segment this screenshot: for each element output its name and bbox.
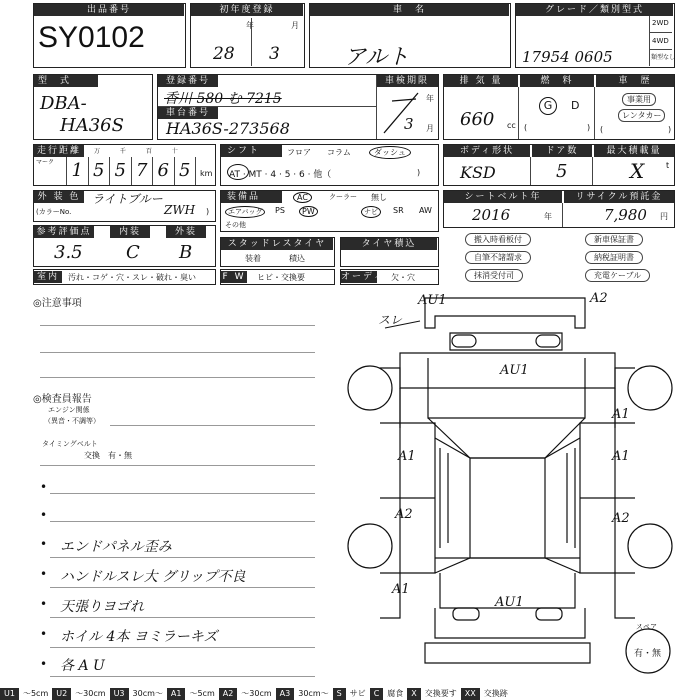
car-name-box bbox=[309, 3, 511, 68]
recycle-label: リサイクル預託金 bbox=[564, 191, 674, 203]
legend-code: A3 bbox=[276, 688, 295, 700]
tire-load-box bbox=[340, 237, 439, 267]
score-box bbox=[33, 225, 216, 267]
model-box bbox=[33, 74, 153, 140]
mileage-digit: 7 bbox=[131, 157, 153, 185]
note-item: エンドパネル歪み bbox=[60, 539, 172, 555]
doors-label: ドア数 bbox=[532, 145, 592, 157]
usage-label: 車 歴 bbox=[596, 75, 674, 87]
inspection-year-unit: 年 bbox=[426, 94, 434, 103]
grade-box bbox=[515, 3, 675, 68]
lot-number-label: 出品番号 bbox=[34, 4, 184, 16]
damage-mark: A1 bbox=[612, 449, 630, 464]
reg-year: 28 bbox=[213, 44, 235, 64]
shift-dash: ダッシュ bbox=[369, 146, 411, 159]
shift-box: シフト フロア コラム ダッシュ AT · MT · 4 · 5 · 6 · 他（ ) bbox=[220, 144, 439, 186]
shift-floor: フロア bbox=[287, 148, 311, 157]
fuel-diesel: D bbox=[571, 99, 580, 112]
mileage-digit: 5 bbox=[109, 157, 131, 185]
lot-number: SY0102 bbox=[38, 21, 145, 54]
load-unit: t bbox=[666, 161, 670, 170]
lot-number-box bbox=[33, 3, 186, 68]
tire-load-label: タイヤ積込 bbox=[341, 238, 437, 250]
seatbelt-label: シートベルト年 bbox=[444, 191, 562, 203]
damage-mark: A1 bbox=[398, 449, 416, 464]
drive-4wd: 4WD bbox=[652, 37, 669, 45]
legend-code: U3 bbox=[110, 688, 129, 700]
plate-label: 登録番号 bbox=[158, 75, 218, 87]
legend-code: C bbox=[370, 688, 384, 700]
equip-navi: ナビ bbox=[361, 206, 381, 218]
interior-condition-box bbox=[33, 269, 216, 285]
damage-mark: スレ bbox=[378, 313, 403, 327]
legend-desc: 交換要す bbox=[424, 689, 457, 698]
equip-sr: SR bbox=[393, 206, 404, 215]
legend-desc: 交換跡 bbox=[483, 689, 508, 698]
legend-desc: サビ bbox=[349, 689, 366, 698]
chassis-label: 車台番号 bbox=[158, 107, 218, 119]
studless-loaded: 積込 bbox=[289, 254, 305, 263]
legend-desc: 30cm〜 bbox=[132, 689, 163, 698]
damage-mark: AU1 bbox=[418, 293, 447, 308]
legend-desc: 〜5cm bbox=[189, 689, 215, 698]
inspection-value: 3 bbox=[404, 115, 414, 133]
grade-label: グレード／類別型式 bbox=[516, 4, 673, 16]
mileage-mark: マーク bbox=[36, 159, 55, 166]
audio-box bbox=[340, 269, 439, 285]
damage-mark: A2 bbox=[590, 291, 608, 306]
equip-cooler: クーラー bbox=[329, 193, 357, 201]
equip-ac: AC bbox=[293, 192, 312, 203]
legend-code: U1 bbox=[0, 688, 19, 700]
spare-label: スペア bbox=[636, 623, 657, 631]
body-box bbox=[443, 144, 675, 186]
load-value: X bbox=[630, 159, 645, 183]
damage-mark: AU1 bbox=[500, 363, 529, 378]
studless-mounted: 装着 bbox=[245, 254, 261, 263]
equip-other: その他 bbox=[225, 221, 246, 229]
doc-cancel-receipt: 抹消受付司 bbox=[465, 269, 523, 282]
spare-value: 有・無 bbox=[634, 649, 662, 659]
equip-ps: PS bbox=[275, 206, 285, 215]
color-code-label: (カラーNo. bbox=[36, 208, 72, 216]
legend-code: S bbox=[333, 688, 346, 700]
displacement-value: 660 bbox=[460, 109, 495, 130]
score-label: 参考評価点 bbox=[34, 226, 94, 238]
doc-tax-cert: 納税証明書 bbox=[585, 251, 643, 264]
equip-aw: AW bbox=[419, 206, 432, 215]
doc-charging-cable: 充電ケーブル bbox=[585, 269, 650, 282]
mileage-digit: 5 bbox=[174, 157, 197, 185]
plate-chassis-box bbox=[157, 74, 439, 140]
color-value: ライトブルー bbox=[92, 192, 163, 206]
interior-value: C bbox=[126, 242, 140, 263]
note-item: ハンドルスレ大 グリップ不良 bbox=[60, 569, 246, 585]
drive-2wd: 2WD bbox=[652, 19, 669, 27]
inspection-month-unit: 月 bbox=[426, 124, 434, 133]
legend-desc: 〜30cm bbox=[241, 689, 272, 698]
doc-warranty: 新車保証書 bbox=[585, 233, 643, 246]
year-unit: 年 bbox=[246, 21, 254, 30]
exterior-label: 外装 bbox=[166, 226, 206, 238]
interior-label: 内装 bbox=[110, 226, 150, 238]
usage-business: 事業用 bbox=[622, 93, 656, 106]
body-label: ボディ形状 bbox=[444, 145, 530, 157]
drive-none: 類型なし bbox=[651, 54, 676, 61]
displacement-label: 排 気 量 bbox=[444, 75, 518, 87]
legend-code: XX bbox=[461, 688, 480, 700]
mileage-digit: 5 bbox=[88, 157, 110, 185]
interior-condition: 汚れ・コゲ・穴・スレ・破れ・臭い bbox=[68, 273, 196, 282]
car-name-label: 車 名 bbox=[310, 4, 509, 16]
legend-code: X bbox=[407, 688, 420, 700]
equipment-label: 装備品 bbox=[221, 191, 282, 203]
cc-unit: cc bbox=[507, 121, 516, 130]
timing-label: タイミングベルト bbox=[42, 440, 98, 448]
studless-box bbox=[220, 237, 335, 267]
car-damage-diagram bbox=[340, 288, 680, 686]
mileage-digits bbox=[66, 157, 196, 185]
shift-types: AT · MT · 4 · 5 · 6 · 他（ bbox=[229, 170, 332, 180]
body-value: KSD bbox=[460, 163, 496, 182]
doors-value: 5 bbox=[556, 161, 568, 182]
model-line1: DBA- bbox=[40, 93, 87, 114]
legend-desc: 腐食 bbox=[387, 689, 404, 698]
usage-rental: レンタカー bbox=[618, 109, 665, 122]
engine-sub: （異音・不調等） bbox=[44, 417, 100, 425]
equipment-box bbox=[220, 190, 439, 232]
fw-box bbox=[220, 269, 335, 285]
model-label: 型 式 bbox=[34, 75, 98, 87]
recycle-unit: 円 bbox=[660, 212, 668, 221]
damage-legend bbox=[0, 688, 700, 700]
doc-self-request: 自筆不諸謂求 bbox=[465, 251, 531, 264]
color-label: 外 装 色 bbox=[34, 191, 84, 203]
first-registration-box bbox=[190, 3, 305, 68]
fw-label: F W bbox=[222, 272, 246, 282]
inspection-label: 車検期限 bbox=[376, 75, 438, 87]
mileage-box bbox=[33, 144, 216, 186]
equip-pw: PW bbox=[299, 206, 318, 217]
grade-value: 17954 0605 bbox=[522, 48, 613, 66]
recycle-value: 7,980 bbox=[604, 206, 647, 224]
exterior-value: B bbox=[179, 242, 193, 263]
legend-code: U2 bbox=[52, 688, 71, 700]
note-item: 天張りヨゴれ bbox=[60, 599, 144, 615]
equip-none: 無し bbox=[371, 193, 387, 202]
note-item: ホイル 4本 ヨミラーキズ bbox=[60, 629, 218, 645]
drive-options bbox=[649, 16, 674, 66]
score-value: 3.5 bbox=[54, 242, 83, 263]
interior-condition-label: 室内 bbox=[34, 271, 62, 283]
caution-label: ◎注意事項 bbox=[33, 298, 82, 309]
audio-label: オーディオ bbox=[341, 272, 396, 282]
legend-desc: 〜30cm bbox=[75, 689, 106, 698]
first-registration-label: 初年度登録 bbox=[191, 4, 303, 16]
plate-value: 香川 580 む 7215 bbox=[164, 91, 282, 107]
mileage-digit: 1 bbox=[66, 157, 88, 185]
legend-desc: 30cm〜 bbox=[298, 689, 329, 698]
color-code: ZWH bbox=[164, 203, 196, 217]
shift-label: シフト bbox=[221, 145, 282, 157]
reg-month: 3 bbox=[269, 44, 280, 64]
inspector-label: ◎検査員報告 bbox=[33, 394, 92, 405]
inspection-strike bbox=[382, 89, 422, 137]
shift-column: コラム bbox=[327, 148, 351, 157]
month-unit: 月 bbox=[291, 21, 299, 30]
doc-signboard: 搬入時看板付 bbox=[465, 233, 531, 246]
model-line2: HA36S bbox=[60, 115, 124, 136]
seatbelt-unit: 年 bbox=[544, 212, 552, 221]
km-unit: km bbox=[200, 169, 213, 178]
legend-desc: 〜5cm bbox=[22, 689, 49, 698]
seatbelt-value: 2016 bbox=[472, 206, 511, 224]
timing-options: 交換 有・無 bbox=[84, 451, 132, 460]
engine-label: エンジン関係 bbox=[48, 406, 90, 414]
mileage-digit: 6 bbox=[152, 157, 174, 185]
fuel-gasoline: G bbox=[539, 97, 557, 115]
legend-code: A1 bbox=[167, 688, 186, 700]
documents-box bbox=[443, 230, 675, 286]
studless-label: スタッドレスタイヤ bbox=[221, 238, 333, 250]
damage-mark: A1 bbox=[392, 582, 410, 597]
mileage-units: 万 千 百 十 bbox=[94, 148, 187, 155]
load-label: 最大積載量 bbox=[594, 145, 674, 157]
mileage-label: 走行距離 bbox=[34, 145, 84, 157]
car-name: アルト bbox=[344, 45, 410, 70]
chassis-value: HA36S-273568 bbox=[166, 119, 290, 138]
seatbelt-recycle-box bbox=[443, 190, 675, 228]
engine-fuel-box: 排 気 量 燃 料 車 歴 660 cc G D ( ) 事業用 レンタカー ( ) bbox=[443, 74, 675, 140]
equip-airbag: エアバッグ bbox=[225, 206, 265, 218]
note-item: 各 A U bbox=[60, 658, 105, 674]
damage-mark: AU1 bbox=[495, 595, 524, 610]
fw-options: ヒビ・交換要 bbox=[257, 273, 305, 282]
color-box: 外 装 色 ライトブルー (カラーNo. ZWH ) bbox=[33, 190, 216, 222]
legend-code: A2 bbox=[219, 688, 238, 700]
damage-mark: A2 bbox=[395, 507, 413, 522]
audio-options: 欠・穴 bbox=[391, 273, 415, 282]
fuel-label: 燃 料 bbox=[520, 75, 594, 87]
damage-mark: A2 bbox=[612, 511, 630, 526]
damage-mark: A1 bbox=[612, 407, 630, 422]
